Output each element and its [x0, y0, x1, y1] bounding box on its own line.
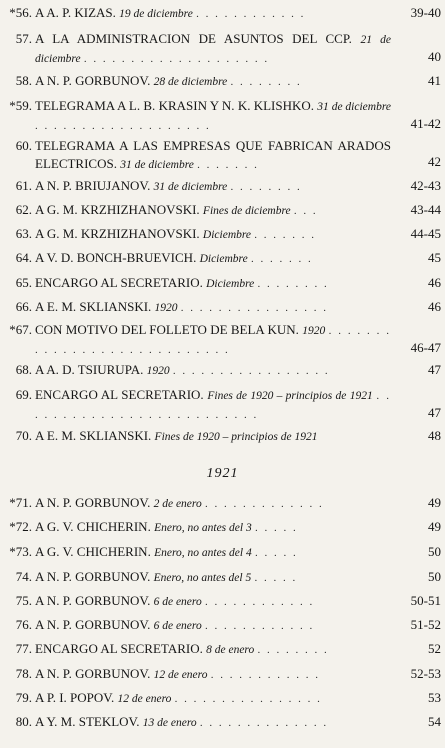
entry-pages: 46-47: [410, 340, 441, 355]
entry-title: A G. M. KRZHIZHANOVSKI.: [35, 202, 200, 217]
entry-number: *56.: [9, 5, 32, 20]
dot-leader: . . . . . . .: [250, 253, 313, 265]
entry-number: 61.: [15, 178, 32, 193]
entry-date: 12 de enero: [153, 669, 208, 681]
entry-number: 69.: [15, 387, 32, 402]
entry-pages: 53: [428, 690, 441, 705]
entry-number: 79.: [15, 690, 32, 705]
entry-number: 65.: [15, 275, 32, 290]
entry-body: [35, 616, 391, 635]
entry-title: ENCARGO AL SECRETARIO.: [35, 641, 203, 656]
entry-body: [35, 72, 391, 91]
entry-number: *72.: [9, 519, 32, 534]
dot-leader: . . . . . . . .: [257, 644, 329, 656]
entry-title: A G. V. CHICHERIN.: [35, 519, 151, 534]
entry-title: ENCARGO AL SECRETARIO.: [35, 387, 204, 402]
entry-body: [35, 713, 391, 732]
entry-body: [35, 427, 391, 446]
entry-number: *67.: [9, 322, 32, 337]
entry-number: 74.: [15, 569, 32, 584]
entry-body: [35, 361, 391, 380]
entry-pages: 41: [428, 73, 441, 88]
dot-leader: . . . . . . . . . . . . . . . .: [174, 693, 322, 705]
dot-leader: . . . . . . . . . . . . . . . . . . . . . . . . . . . .: [35, 325, 392, 356]
entry-body: [35, 386, 391, 424]
entry-body: [35, 665, 391, 684]
entry-number: 80.: [15, 714, 32, 729]
entry-date: 1920: [146, 365, 170, 377]
entry-title: A N. P. GORBUNOV.: [35, 73, 151, 88]
entry-pages: 44-45: [410, 226, 441, 241]
dot-leader: . . . . . . . . . . . .: [204, 620, 315, 632]
entry-title: A N. P. GORBUNOV.: [35, 569, 151, 584]
entry-pages: 52-53: [410, 666, 441, 681]
dot-leader: . . . . . . . . . . . .: [210, 669, 320, 681]
entry-date: 21 de diciembre: [35, 34, 392, 65]
entry-number: 66.: [15, 299, 32, 314]
entry-date: 13 de enero: [142, 717, 197, 729]
entry-number: 70.: [15, 428, 32, 443]
entry-body: [35, 249, 391, 268]
dot-leader: . . . . . . . . . . . . . . . . . . . .: [83, 53, 270, 65]
entry-pages: 49: [428, 519, 441, 534]
entry-date: Enero, no antes del 5: [153, 572, 252, 584]
entry-body: [35, 543, 391, 562]
entry-number: 63.: [15, 226, 32, 241]
dot-leader: . . .: [293, 205, 318, 217]
entry-pages: 40: [428, 49, 441, 64]
entry-body: [35, 177, 391, 196]
entry-date: Enero, no antes del 4: [154, 547, 252, 559]
entry-title: A G. V. CHICHERIN.: [35, 544, 151, 559]
entry-date: 12 de enero: [117, 693, 172, 705]
entry-title: TELEGRAMA A LAS EMPRESAS QUE FABRICAN ARADOS ELECTRICOS.: [35, 138, 391, 171]
entry-date: Diciembre: [202, 229, 252, 241]
dot-leader: . . . . . . . . . . . . . . . . . . . . . . . . . .: [35, 390, 392, 421]
dot-leader: . . . . . . . . . . . . .: [204, 498, 324, 510]
entry-body: [35, 4, 391, 23]
entry-body: [35, 592, 391, 611]
entry-date: 28 de diciembre: [153, 76, 228, 88]
entry-number: *73.: [9, 544, 32, 559]
dot-leader: . . . . .: [254, 547, 298, 559]
entry-number: 60.: [15, 138, 32, 153]
entry-title: A V. D. BONCH-BRUEVICH.: [35, 250, 197, 265]
entry-title: TELEGRAMA A L. B. KRASIN Y N. K. KLISHKO.: [35, 98, 315, 113]
entry-pages: 50: [428, 569, 441, 584]
entry-pages: 52: [428, 641, 441, 656]
entry-date: 6 de enero: [153, 596, 202, 608]
entry-pages: 54: [428, 714, 441, 729]
dot-leader: . . . . . . . .: [230, 76, 302, 88]
entry-pages: 42-43: [410, 178, 441, 193]
entry-date: Enero, no antes del 3: [154, 522, 252, 534]
year-heading: 1921: [206, 466, 239, 481]
entry-number: 58.: [15, 73, 32, 88]
entry-title: A P. I. POPOV.: [35, 690, 115, 705]
entry-date: Diciembre: [206, 278, 255, 290]
entry-title: A Y. M. STEKLOV.: [35, 714, 140, 729]
entry-body: [35, 689, 391, 708]
entry-date: 2 de enero: [153, 498, 202, 510]
entry-title: A A. P. KIZAS.: [35, 5, 116, 20]
entry-title: A E. M. SKLIANSKI.: [35, 428, 152, 443]
entry-number: 62.: [15, 202, 32, 217]
entry-title: A N. P. GORBUNOV.: [35, 495, 151, 510]
entry-number: 64.: [15, 250, 32, 265]
entry-title: CON MOTIVO DEL FOLLETO DE BELA KUN.: [35, 322, 299, 337]
entry-pages: 50-51: [410, 593, 441, 608]
dot-leader: . . . . . . . . . . . .: [196, 8, 306, 20]
dot-leader: . . . . . . . . . . . .: [204, 596, 315, 608]
entry-date: 6 de enero: [153, 620, 202, 632]
dot-leader: . . . . . . . .: [230, 181, 302, 193]
entry-pages: 43-44: [410, 202, 441, 217]
entry-title: A N. P. GORBUNOV.: [35, 666, 151, 681]
entry-pages: 48: [428, 428, 441, 443]
entry-pages: 41-42: [410, 116, 441, 131]
entry-number: 76.: [15, 617, 32, 632]
entry-date: Fines de diciembre: [202, 205, 291, 217]
entry-title: A N. P. BRIUJANOV.: [35, 178, 151, 193]
entry-body: [35, 201, 391, 220]
entry-body: [35, 494, 391, 513]
entry-body: [35, 518, 391, 537]
entry-body: [35, 298, 391, 317]
entry-pages: 47: [428, 362, 441, 377]
dot-leader: . . . . . . . . . . . . . .: [199, 717, 329, 729]
entry-body: [35, 97, 391, 135]
entry-number: 78.: [15, 666, 32, 681]
dot-leader: . . . . . . . . . . . . . . . .: [180, 302, 329, 314]
entry-date: 31 de diciembre: [120, 159, 194, 171]
entry-date: 8 de enero: [206, 644, 255, 656]
entry-date: 19 de diciembre: [119, 8, 193, 20]
entry-body: [35, 321, 391, 359]
entry-pages: 50: [428, 544, 441, 559]
entry-body: [35, 30, 391, 68]
entry-body: [35, 137, 391, 174]
dot-leader: . . . . .: [254, 572, 298, 584]
entry-body: [35, 225, 391, 244]
entry-body: [35, 568, 391, 587]
entry-number: *59.: [9, 98, 32, 113]
entry-pages: 47: [428, 405, 441, 420]
entry-date: Fines de 1920 – principios de 1921: [207, 390, 373, 402]
dot-leader: . . . . . . .: [254, 229, 317, 241]
entry-number: 75.: [15, 593, 32, 608]
entry-date: Fines de 1920 – principios de 1921: [154, 431, 318, 443]
entry-pages: 46: [428, 275, 441, 290]
entry-title: A A. D. TSIURUPA.: [35, 362, 144, 377]
entry-number: 68.: [15, 362, 32, 377]
entry-body: [35, 640, 391, 659]
entry-date: 1920: [154, 302, 178, 314]
entry-title: ENCARGO AL SECRETARIO.: [35, 275, 203, 290]
entry-body: [35, 274, 391, 293]
entry-pages: 46: [428, 299, 441, 314]
entry-title: A G. M. KRZHIZHANOVSKI.: [35, 226, 200, 241]
entry-date: 1920: [302, 325, 326, 337]
entry-date: 31 de diciembre: [317, 101, 391, 113]
entry-pages: 39-40: [410, 5, 441, 20]
entry-number: 57.: [15, 31, 32, 46]
entry-title: A N. P. GORBUNOV.: [35, 617, 151, 632]
dot-leader: . . . . .: [254, 522, 298, 534]
entry-number: 77.: [15, 641, 32, 656]
entry-title: A LA ADMINISTRACION DE ASUNTOS DEL CCP.: [35, 31, 352, 46]
entry-title: A N. P. GORBUNOV.: [35, 593, 151, 608]
entry-pages: 42: [428, 154, 441, 169]
entry-pages: 45: [428, 250, 441, 265]
dot-leader: . . . . . . . .: [257, 278, 329, 290]
entry-number: *71.: [9, 495, 32, 510]
entry-pages: 51-52: [410, 617, 441, 632]
entry-pages: 49: [428, 495, 441, 510]
entry-title: A E. M. SKLIANSKI.: [35, 299, 152, 314]
dot-leader: . . . . . . . . . . . . . . . . .: [172, 365, 330, 377]
dot-leader: . . . . . . . . . . . . . . . . . . .: [35, 120, 211, 132]
entry-date: Diciembre: [199, 253, 248, 265]
entry-date: 31 de diciembre: [153, 181, 228, 193]
dot-leader: . . . . . . .: [197, 159, 259, 171]
